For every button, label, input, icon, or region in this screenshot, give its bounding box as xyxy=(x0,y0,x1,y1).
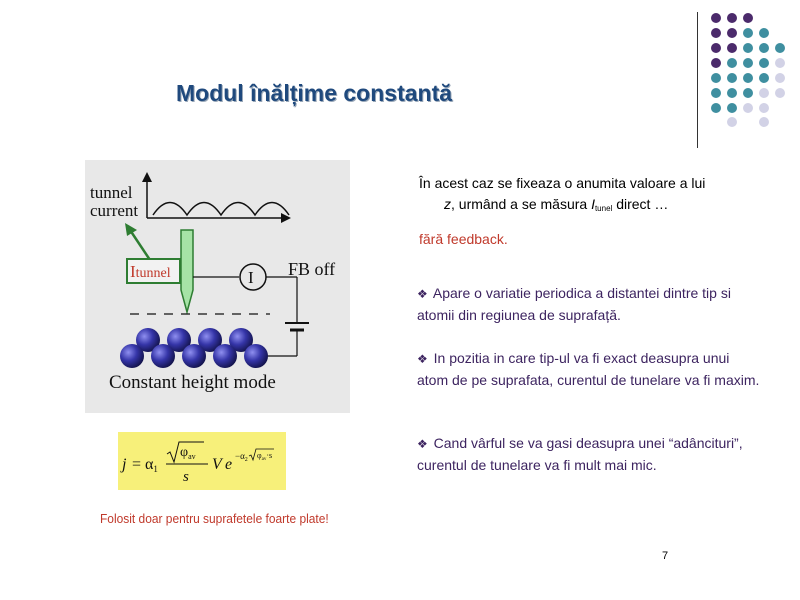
slide-title: Modul înălțime constantă xyxy=(176,80,453,106)
formula-equals: = xyxy=(132,456,142,473)
formula-e: e xyxy=(225,456,233,473)
bullet-item: ❖ Cand vârful se va gasi deasupra unei “adâncituri”, curentul de tunelare va fi mult mai mic. xyxy=(417,435,743,473)
intro-text xyxy=(419,173,759,219)
fb-off-label: FB off xyxy=(288,259,336,279)
figure-ylabel-2: current xyxy=(90,201,139,220)
formula-j: j xyxy=(122,456,127,473)
intro-line-2: z, urmând a se măsura $I_{tunel}$ direct … xyxy=(444,196,669,213)
formula-s: s xyxy=(183,469,189,485)
formula-exp-phi: $\varphi_{av}\cdot s$ xyxy=(257,451,273,462)
decorative-vertical-line xyxy=(697,12,698,148)
decorative-dot-grid xyxy=(0,0,800,150)
formula-alpha1: α1 xyxy=(145,456,158,474)
itunnel-label: Itunnel xyxy=(130,262,171,281)
figure-ylabel-1: tunnel xyxy=(90,183,133,202)
diamond-bullet-icon: ❖ xyxy=(417,437,428,451)
bullet-item: ❖ Apare o variatie periodica a distantei dintre tip si atomii din regiunea de suprafață. xyxy=(417,285,731,323)
page-number: 7 xyxy=(662,550,669,562)
intro-line-1: În acest caz se fixeaza o anumita valoare a lui xyxy=(419,175,706,191)
bullet-item: ❖ In pozitia in care tip-ul va fi exact deasupra unui atom de pe suprafata, curentul de tunelare va fi maxim. xyxy=(417,350,760,388)
formula-phi: $\varphi_{av}$ xyxy=(180,445,196,461)
constant-height-mode-figure xyxy=(85,160,350,413)
feedback-note: fără feedback. xyxy=(419,231,508,247)
formula-V: V xyxy=(212,456,222,473)
diamond-bullet-icon: ❖ xyxy=(417,352,428,366)
formula-exp-alpha: $-\alpha_2$ xyxy=(235,451,248,463)
usage-note: Folosit doar pentru suprafetele foarte plate! xyxy=(100,511,329,526)
current-meter-label: I xyxy=(248,268,254,287)
diamond-bullet-icon: ❖ xyxy=(417,287,428,301)
figure-caption: Constant height mode xyxy=(109,372,276,393)
tunneling-current-formula xyxy=(118,432,286,490)
